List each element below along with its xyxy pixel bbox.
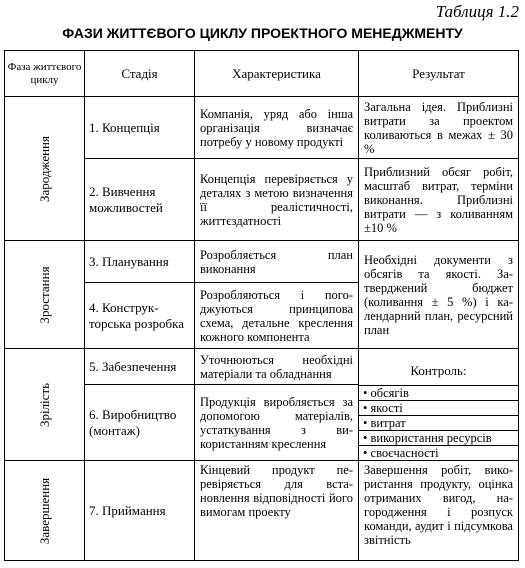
- table-row: [5, 241, 519, 283]
- table-row: [5, 349, 519, 385]
- header-stage: Стадія: [85, 51, 195, 97]
- control-cell: [359, 349, 519, 461]
- phase-cell: [5, 349, 85, 461]
- phase-cell: [5, 241, 85, 349]
- control-item: • використання ресурсів: [359, 430, 518, 445]
- table-header-row: [5, 51, 519, 97]
- phase-label: Зародження: [36, 135, 52, 202]
- stage-cell: 6. Виробництво (монтаж): [85, 385, 195, 461]
- table-caption: Таблиця 1.2: [435, 2, 519, 21]
- characteristic-cell: Компанія, уряд або інша організація визначає потребу у новому продукті: [195, 97, 359, 159]
- table-title: ФАЗИ ЖИТТЄВОГО ЦИКЛУ ПРОЕКТНОГО МЕНЕДЖМЕНТУ: [62, 25, 463, 41]
- result-cell: Приблизний обсяг робіт, масштаб витрат, терміни виконання. Приблизні витрати — з коливанням ±10 %: [359, 159, 519, 241]
- table-row: [5, 461, 519, 561]
- stage-cell: 5. Забезпечення: [85, 349, 195, 385]
- characteristic-cell: Уточнюються необхідні матеріали та обладнання: [195, 349, 359, 385]
- characteristic-cell: Продукція виробляється за допомогою матеріалів, устаткування з використанням креслення: [195, 385, 359, 461]
- header-result: Результат: [359, 51, 519, 97]
- phase-label: Зростання: [36, 265, 52, 324]
- table-row: [5, 97, 519, 159]
- phase-cell: [5, 461, 85, 561]
- characteristic-cell: Кінцевий продукт перевіряється для встановлення відповідності його вимогам проекту: [195, 461, 359, 561]
- control-title: Контроль:: [410, 363, 467, 378]
- stage-cell: 1. Концепція: [85, 97, 195, 159]
- control-item: • якості: [359, 400, 518, 415]
- characteristic-cell: Концепція перевіряється у деталях з метою визначення її реалістичності, життєздатності: [195, 159, 359, 241]
- characteristic-cell: Розробляється план виконання: [195, 241, 359, 283]
- stage-cell: 7. Приймання: [85, 461, 195, 561]
- result-cell: Завершення робіт, використання продукту, оцінка отриманих вигод, нагородження і розпуск команди, аудит і підсумкова звітність: [359, 461, 519, 561]
- phase-cell: [5, 97, 85, 241]
- header-characteristic: Характеристика: [195, 51, 359, 97]
- result-cell: Необхідні документи з обсягів та якості. Затверджений бюджет (коливання ± 5 %) і календарний план, ресурсний план: [359, 241, 519, 349]
- control-item: • своєчасності: [359, 445, 518, 460]
- phase-label: Зрілість: [36, 382, 52, 427]
- header-phase: Фаза життєвого циклу: [5, 51, 85, 97]
- characteristic-cell: Розробляються і погоджуються принципова схема, детальне креслення кожного компонента: [195, 283, 359, 349]
- stage-cell: 2. Вивчення можливостей: [85, 159, 195, 241]
- stage-cell: 3. Планування: [85, 241, 195, 283]
- result-cell: Загальна ідея. Приблизні витрати за проектом коливаються в межах ± 30 %: [359, 97, 519, 159]
- phase-label: Завершення: [36, 477, 52, 544]
- lifecycle-table: [4, 50, 519, 561]
- stage-cell: 4. Конструкторська розробка: [85, 283, 195, 349]
- control-item: • витрат: [359, 415, 518, 430]
- control-item: • обсягів: [359, 385, 518, 400]
